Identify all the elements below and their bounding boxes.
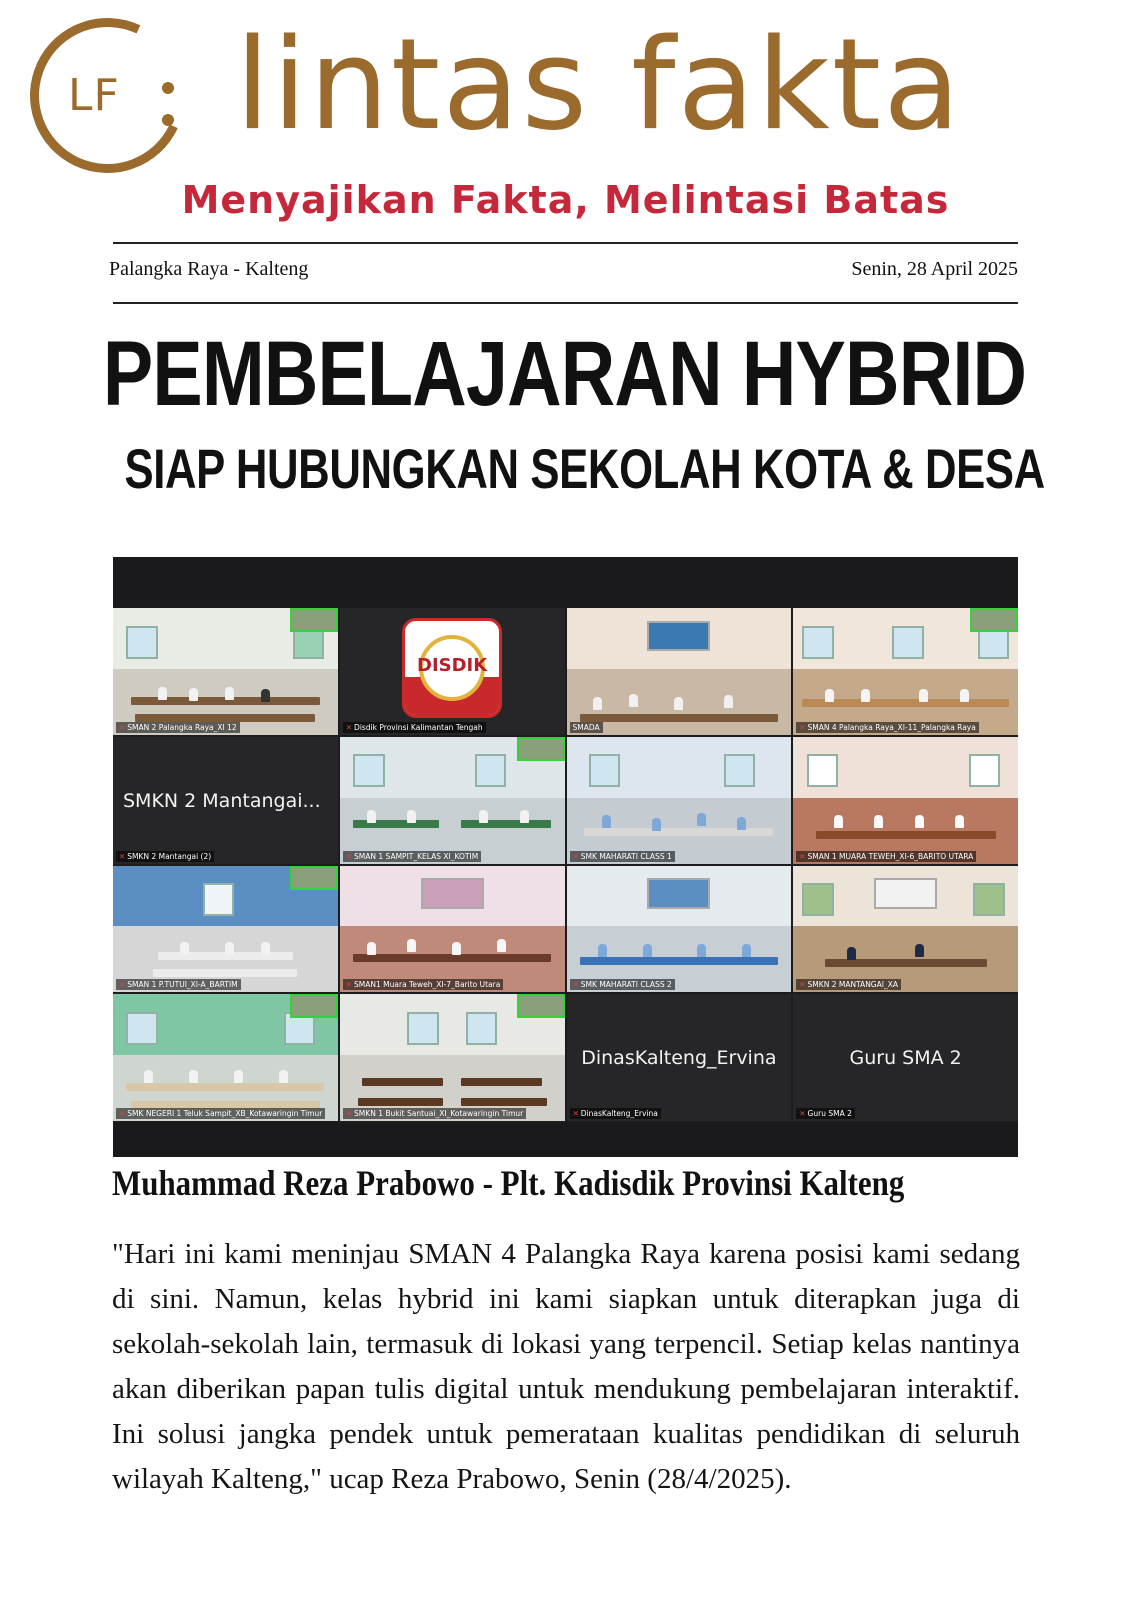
participant-label: ✕ SMKN 2 Mantangai (2) (116, 851, 214, 862)
participant-tile (340, 866, 565, 993)
video-conference-screenshot (113, 557, 1018, 1157)
participant-tile (113, 994, 338, 1121)
participant-tile (113, 737, 338, 864)
participant-label: ✕ SMAN1 Muara Teweh_XI-7_Barito Utara (343, 979, 504, 990)
mic-muted-icon: ✕ (799, 722, 806, 732)
mic-muted-icon: ✕ (799, 851, 806, 861)
participant-display-name: SMKN 2 Mantangai... (123, 789, 321, 812)
participant-label: ✕ SMKN 1 Bukit Santuai_XI_Kotawaringin Timur (343, 1108, 526, 1119)
subheadline: SIAP HUBUNGKAN SEKOLAH KOTA & DESA (124, 437, 1045, 500)
article-quote: "Hari ini kami meninjau SMAN 4 Palangka Raya karena posisi kami sedang di sini. Namun, kelas hybrid ini kami siapkan untuk diterapkan juga di sekolah-sekolah lain, termasuk di lokasi yang terpencil. Setiap kelas nantinya akan diberikan papan tulis digital untuk mendukung pembelajaran interaktif. Ini solusi jangka pendek untuk pemerataan kualitas pendidikan di seluruh wilayah Kalteng," ucap Reza Prabowo, Senin (28/4/2025). (112, 1238, 1020, 1495)
mic-muted-icon: ✕ (119, 851, 126, 861)
meeting-top-bar (113, 557, 1018, 607)
mic-muted-icon: ✕ (572, 980, 579, 990)
mic-muted-icon: ✕ (572, 851, 579, 861)
participant-tile (567, 866, 792, 993)
top-rule (113, 242, 1018, 244)
participant-tile (793, 994, 1018, 1121)
disdik-logo: DISDIK (402, 618, 502, 718)
participant-tile (113, 608, 338, 735)
participant-tile (793, 866, 1018, 993)
participant-label: ✕ SMAN 1 P.TUTUI_XI-A_BARTIM (116, 979, 241, 990)
mic-muted-icon: ✕ (345, 980, 353, 990)
logo-initials: LF (68, 70, 120, 121)
participant-tile (793, 608, 1018, 735)
participant-label: ✕ SMAN 4 Palangka Raya_XI-11_Palangka Raya (796, 722, 979, 733)
participant-label: ✕ SMAN 1 SAMPIT_KELAS XI_KOTIM (343, 851, 481, 862)
participant-display-name: DinasKalteng_Ervina (581, 1047, 777, 1070)
participant-label: ✕ DinasKalteng_Ervina (570, 1108, 661, 1119)
headline: PEMBELAJARAN HYBRID (102, 323, 1027, 425)
participant-grid (113, 608, 1018, 1121)
bottom-rule (113, 302, 1018, 304)
mic-muted-icon: ✕ (345, 1109, 353, 1118)
participant-tile (567, 737, 792, 864)
participant-display-name: Guru SMA 2 (849, 1047, 962, 1070)
participant-label: ✕ SMK NEGERI 1 Teluk Sampit_XB_Kotawaringin Timur (116, 1108, 325, 1119)
location: Palangka Raya - Kalteng (109, 258, 309, 280)
participant-tile-active-speaker (567, 608, 792, 735)
participant-label: ✕ SMK MAHARATI CLASS 2 (570, 979, 675, 990)
participant-label: ✕ SMK MAHARATI CLASS 1 (570, 851, 675, 862)
mic-muted-icon: ✕ (345, 851, 353, 861)
date: Senin, 28 April 2025 (851, 258, 1018, 280)
participant-tile (113, 866, 338, 993)
participant-label: ✕ Guru SMA 2 (796, 1108, 855, 1119)
participant-tile (567, 994, 792, 1121)
mic-muted-icon: ✕ (119, 980, 126, 990)
mic-muted-icon: ✕ (799, 980, 806, 990)
mic-muted-icon: ✕ (119, 1109, 126, 1118)
participant-label: ✕ SMKN 2 MANTANGAI_XA (796, 979, 901, 990)
participant-tile (793, 737, 1018, 864)
participant-label: ✕ SMAN 2 Palangka Raya_XI 12 (116, 722, 240, 733)
participant-tile (340, 994, 565, 1121)
mic-muted-icon: ✕ (119, 722, 126, 732)
logo-dots-icon (162, 82, 176, 128)
participant-tile (340, 737, 565, 864)
participant-label: SMADA (570, 722, 603, 733)
mic-muted-icon: ✕ (799, 1109, 806, 1118)
meeting-bottom-bar (113, 1123, 1018, 1157)
mic-muted-icon: ✕ (345, 722, 353, 732)
participant-label: ✕ SMAN 1 MUARA TEWEH_XI-6_BARITO UTARA (796, 851, 976, 862)
participant-tile (340, 608, 565, 735)
tagline: Menyajikan Fakta, Melintasi Batas (181, 178, 950, 222)
mic-muted-icon: ✕ (572, 1109, 579, 1118)
brand-name: lintas fakta (235, 11, 963, 158)
participant-label: ✕ Disdik Provinsi Kalimantan Tengah (343, 722, 486, 733)
photo-caption: Muhammad Reza Prabowo - Plt. Kadisdik Provinsi Kalteng (112, 1163, 905, 1203)
